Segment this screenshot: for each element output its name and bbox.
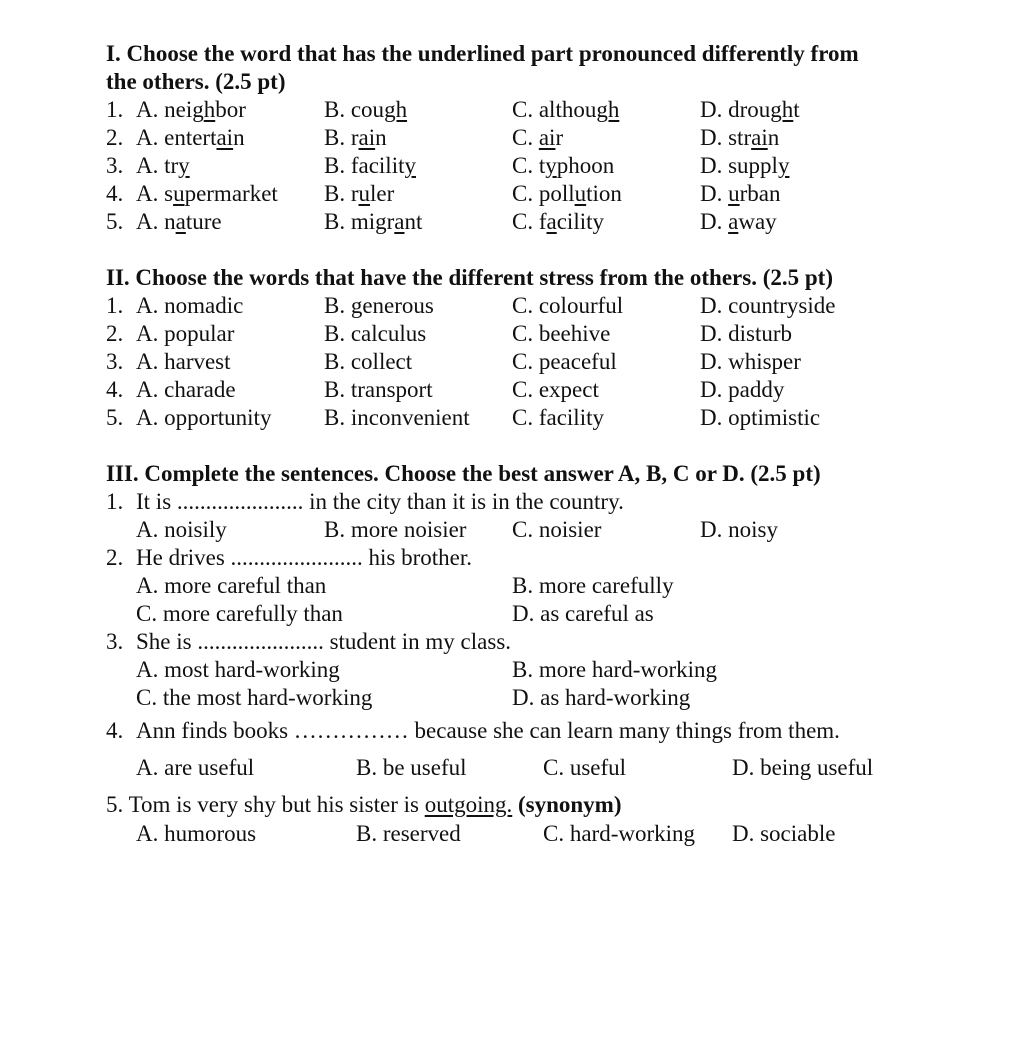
- option-d: D. supply: [700, 153, 790, 178]
- option-b: B. rain: [324, 125, 387, 150]
- s2-item: [106, 348, 1006, 376]
- item-number: 1.: [106, 97, 124, 122]
- option-d: D. sociable: [732, 821, 836, 846]
- s1-item: [106, 96, 1006, 124]
- option-d: D. as hard-working: [512, 685, 691, 710]
- option-d: D. as careful as: [512, 601, 654, 626]
- question-text: Ann finds books …………… because she can learn many things from them.: [136, 718, 840, 743]
- s2-item: [106, 404, 1006, 432]
- option-c: C. facility: [512, 405, 604, 430]
- section-3-title: III. Complete the sentences. Choose the best answer A, B, C or D. (2.5 pt): [106, 461, 821, 486]
- item-number: 4.: [106, 181, 124, 206]
- option-a: A. more careful than: [136, 573, 327, 598]
- underlined-word: outgoing.: [424, 792, 513, 817]
- option-a: A. humorous: [136, 821, 257, 846]
- s1-item: [106, 208, 1006, 236]
- option-c: C. peaceful: [512, 349, 617, 374]
- item-number: 3.: [106, 349, 124, 374]
- option-a: A. charade: [136, 377, 236, 402]
- s1-item: [106, 124, 1006, 152]
- s2-item: [106, 292, 1006, 320]
- option-b: B. more noisier: [324, 517, 467, 542]
- s3-options-1: [106, 516, 1006, 544]
- item-number: 1.: [106, 293, 124, 318]
- option-c: C. more carefully than: [136, 601, 343, 626]
- s1-item: [106, 152, 1006, 180]
- item-number: 2.: [106, 545, 124, 570]
- option-b: B. more hard-working: [512, 657, 718, 682]
- item-number: 3.: [106, 153, 124, 178]
- item-number: 2.: [106, 125, 124, 150]
- option-c: C. facility: [512, 209, 604, 234]
- section-1-title-line-2: the others. (2.5 pt): [106, 69, 286, 94]
- option-b: B. migrant: [324, 209, 423, 234]
- option-d: D. disturb: [700, 321, 792, 346]
- section-1-title-line-1: I. Choose the word that has the underlined part pronounced differently from: [106, 41, 859, 66]
- option-d: D. being useful: [732, 755, 874, 780]
- option-b: B. more carefully: [512, 573, 674, 598]
- section-2-title: II. Choose the words that have the different stress from the others. (2.5 pt): [106, 265, 833, 290]
- option-b: B. cough: [324, 97, 408, 122]
- question-text: 5. Tom is very shy but his sister is outgoing. (synonym): [106, 792, 622, 817]
- item-number: 4.: [106, 718, 124, 743]
- s3-question-3: [106, 628, 1006, 656]
- option-a: A. supermarket: [136, 181, 278, 206]
- option-a: A. most hard-working: [136, 657, 340, 682]
- option-c: C. useful: [543, 755, 627, 780]
- option-b: B. transport: [324, 377, 433, 402]
- option-d: D. away: [700, 209, 777, 234]
- item-number: 4.: [106, 377, 124, 402]
- option-d: D. strain: [700, 125, 780, 150]
- option-d: D. optimistic: [700, 405, 821, 430]
- option-c: C. air: [512, 125, 564, 150]
- option-b: B. be useful: [356, 755, 467, 780]
- s2-item: [106, 320, 1006, 348]
- option-d: D. whisper: [700, 349, 801, 374]
- option-a: A. harvest: [136, 349, 231, 374]
- s2-item: [106, 376, 1006, 404]
- question-text: He drives ....................... his brother.: [136, 545, 473, 570]
- option-b: B. collect: [324, 349, 413, 374]
- s3-options-4: [106, 754, 1006, 782]
- option-b: B. inconvenient: [324, 405, 470, 430]
- s3-options-3b: [106, 684, 1006, 712]
- item-number: 3.: [106, 629, 124, 654]
- option-a: A. entertain: [136, 125, 245, 150]
- option-c: C. typhoon: [512, 153, 615, 178]
- option-d: D. countryside: [700, 293, 836, 318]
- option-c: C. pollution: [512, 181, 622, 206]
- option-d: D. paddy: [700, 377, 785, 402]
- option-a: A. nature: [136, 209, 222, 234]
- s3-question-1: [106, 488, 1006, 516]
- s3-question-2: [106, 544, 1006, 572]
- option-a: A. neighbor: [136, 97, 246, 122]
- item-number: 2.: [106, 321, 124, 346]
- option-b: B. reserved: [356, 821, 461, 846]
- item-number: 5.: [106, 209, 124, 234]
- s3-question-5: [106, 791, 1006, 819]
- s3-options-2a: [106, 572, 1006, 600]
- question-text: She is ...................... student in my class.: [136, 629, 512, 654]
- option-a: A. nomadic: [136, 293, 244, 318]
- option-d: D. noisy: [700, 517, 778, 542]
- option-b: B. facility: [324, 153, 416, 178]
- option-b: B. ruler: [324, 181, 395, 206]
- option-c: C. although: [512, 97, 620, 122]
- s1-item: [106, 180, 1006, 208]
- item-number: 1.: [106, 489, 124, 514]
- question-text: It is ...................... in the city than it is in the country.: [136, 489, 624, 514]
- option-c: C. expect: [512, 377, 599, 402]
- option-a: A. opportunity: [136, 405, 272, 430]
- option-a: A. try: [136, 153, 190, 178]
- option-c: C. hard-working: [543, 821, 696, 846]
- s3-options-3a: [106, 656, 1006, 684]
- item-number: 5.: [106, 405, 124, 430]
- option-c: C. colourful: [512, 293, 624, 318]
- option-d: D. drought: [700, 97, 800, 122]
- option-c: C. beehive: [512, 321, 611, 346]
- option-c: C. the most hard-working: [136, 685, 373, 710]
- option-d: D. urban: [700, 181, 781, 206]
- question-tag: (synonym): [517, 792, 622, 817]
- option-c: C. noisier: [512, 517, 602, 542]
- s3-options-2b: [106, 600, 1006, 628]
- s3-question-4: [106, 717, 1006, 745]
- option-a: A. are useful: [136, 755, 255, 780]
- option-b: B. generous: [324, 293, 434, 318]
- option-b: B. calculus: [324, 321, 427, 346]
- option-a: A. popular: [136, 321, 235, 346]
- s3-options-5: [106, 820, 1006, 848]
- option-a: A. noisily: [136, 517, 227, 542]
